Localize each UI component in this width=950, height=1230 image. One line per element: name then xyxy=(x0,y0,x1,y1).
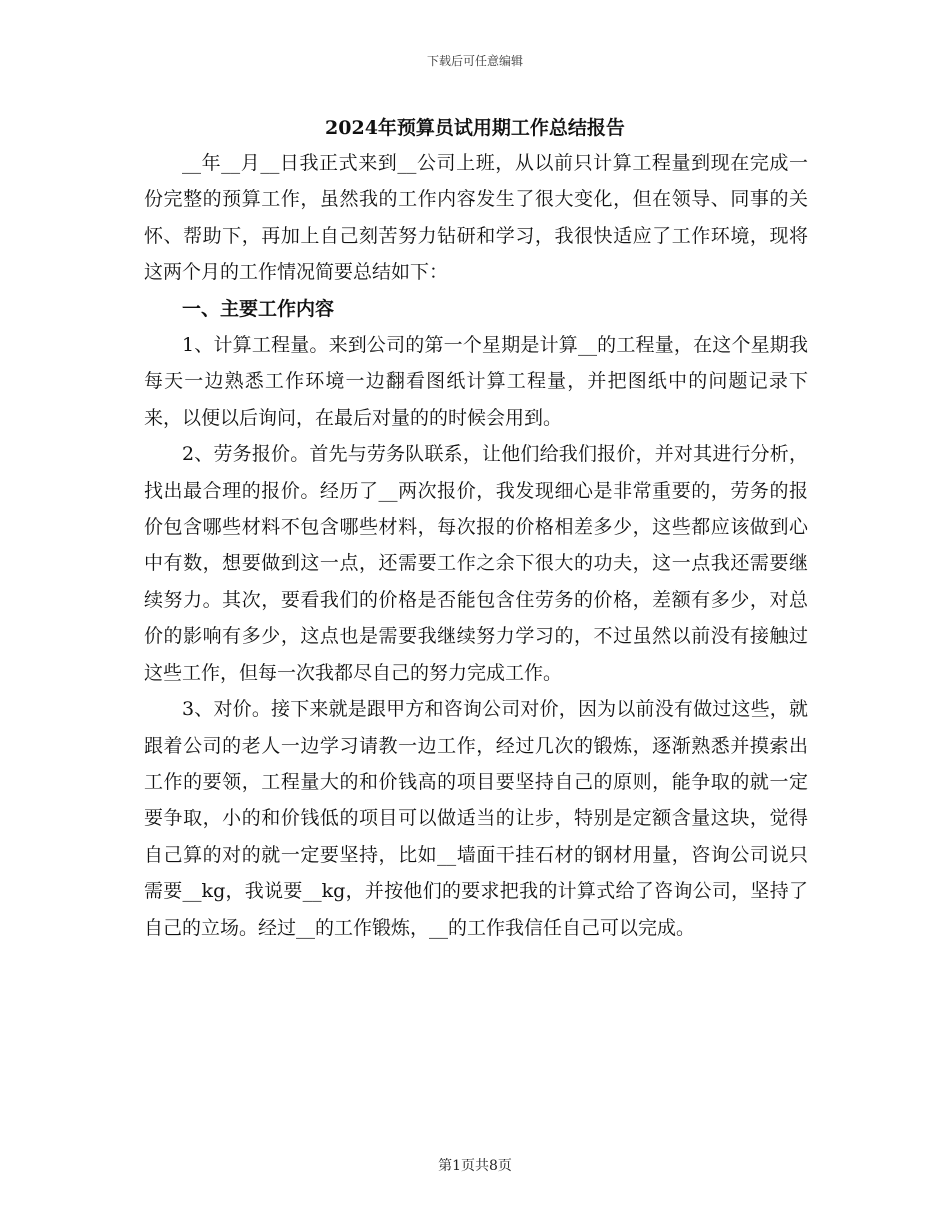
page-header: 下载后可任意编辑 xyxy=(426,54,523,68)
paragraph-quantity-calculation: 1、计算工程量。来到公司的第一个星期是计算__的工程量，在这个星期我每天一边熟悉工作环境一边翻看图纸计算工程量，并把图纸中的问题记录下来，以便以后询问，在最后对量的的时候会用到。 xyxy=(144,334,808,429)
section-heading: 一、主要工作内容 xyxy=(182,297,335,320)
document-body xyxy=(144,145,808,946)
page-number: 第1页共8页 xyxy=(438,1158,512,1174)
paragraph-price-reconciliation: 3、对价。接下来就是跟甲方和咨询公司对价，因为以前没有做过这些，就跟着公司的老人一边学习请教一边工作，经过几次的锻炼，逐渐熟悉并摸索出工作的要领，工程量大的和价钱高的项目要坚持自己的原则，能争取的就一定要争取，小的和价钱低的项目可以做适当的让步，特别是定额含量这块，觉得自己算的对的就一定要坚持，比如__墙面干挂石材的钢材用量，咨询公司说只需要__kg，我说要__kg，并按他们的要求把我的计算式给了咨询公司，坚持了自己的立场。经过__的工作锻炼，__的工作我信任自己可以完成。 xyxy=(144,698,808,939)
document-title: 2024年预算员试用期工作总结报告 xyxy=(325,117,625,139)
paragraph-labor-quotation: 2、劳务报价。首先与劳务队联系，让他们给我们报价，并对其进行分析，找出最合理的报价。经历了__两次报价，我发现细心是非常重要的，劳务的报价包含哪些材料不包含哪些材料，每次报的价格相差多少，这些都应该做到心中有数，想要做到这一点，还需要工作之余下很大的功夫，这一点我还需要继续努力。其次，要看我们的价格是否能包含住劳务的价格，差额有多少，对总价的影响有多少，这点也是需要我继续努力学习的，不过虽然以前没有接触过这些工作，但每一次我都尽自己的努力完成工作。 xyxy=(144,443,808,684)
intro-paragraph: __年__月__日我正式来到__公司上班，从以前只计算工程量到现在完成一份完整的预算工作，虽然我的工作内容发生了很大变化，但在领导、同事的关怀、帮助下，再加上自己刻苦努力钻研和学习，我很快适应了工作环境，现将这两个月的工作情况简要总结如下： xyxy=(144,152,808,284)
